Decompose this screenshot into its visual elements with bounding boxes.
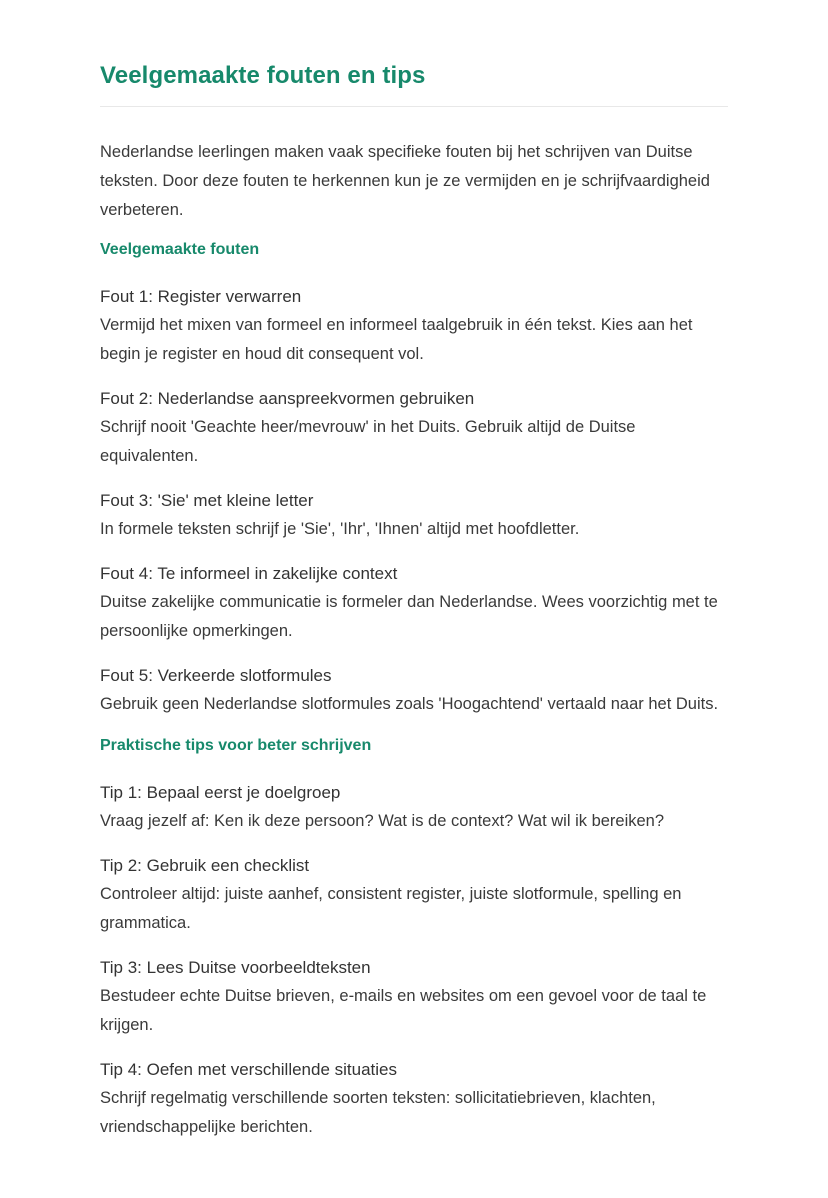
item-body: Gebruik geen Nederlandse slotformules zoals 'Hoogachtend' vertaald naar het Duits. (100, 695, 719, 713)
title-divider (100, 106, 728, 107)
list-item (100, 487, 728, 544)
section-veelgemaakte-fouten (100, 239, 728, 719)
item-title: Tip 1: Bepaal eerst je doelgroep (100, 783, 341, 802)
section-praktische-tips (100, 735, 728, 1142)
item-body: Schrijf regelmatig verschillende soorten teksten: sollicitatiebrieven, klachten, vriendschappelijke berichten. (100, 1089, 656, 1136)
item-title: Fout 5: Verkeerde slotformules (100, 666, 332, 685)
section-heading: Veelgemaakte fouten (100, 241, 260, 258)
item-title: Fout 4: Te informeel in zakelijke context (100, 564, 398, 583)
item-body: Duitse zakelijke communicatie is formeler dan Nederlandse. Wees voorzichtig met te persoonlijke opmerkingen. (100, 593, 718, 640)
item-body: Vraag jezelf af: Ken ik deze persoon? Wat is de context? Wat wil ik bereiken? (100, 812, 665, 830)
intro-text: Nederlandse leerlingen maken vaak specifieke fouten bij het schrijven van Duitse teksten. Door deze fouten te herkennen kun je ze vermijden en je schrijfvaardigheid verbeteren. (100, 143, 710, 219)
list-item (100, 662, 728, 719)
item-body: In formele teksten schrijf je 'Sie', 'Ihr', 'Ihnen' altijd met hoofdletter. (100, 520, 580, 538)
list-item (100, 852, 728, 938)
section-heading: Praktische tips voor beter schrijven (100, 737, 372, 754)
list-item (100, 560, 728, 646)
item-body: Schrijf nooit 'Geachte heer/mevrouw' in het Duits. Gebruik altijd de Duitse equivalenten. (100, 418, 636, 465)
list-item (100, 779, 728, 836)
page-title: Veelgemaakte fouten en tips (100, 62, 426, 89)
item-title: Fout 1: Register verwarren (100, 287, 302, 306)
list-item (100, 954, 728, 1040)
item-body: Vermijd het mixen van formeel en informeel taalgebruik in één tekst. Kies aan het begin je register en houd dit consequent vol. (100, 316, 693, 363)
item-title: Tip 3: Lees Duitse voorbeeldteksten (100, 958, 371, 977)
item-title: Tip 2: Gebruik een checklist (100, 856, 310, 875)
item-title: Tip 4: Oefen met verschillende situaties (100, 1060, 398, 1079)
item-body: Controleer altijd: juiste aanhef, consistent register, juiste slotformule, spelling en grammatica. (100, 885, 682, 932)
item-title: Fout 3: 'Sie' met kleine letter (100, 491, 314, 510)
item-title: Fout 2: Nederlandse aanspreekvormen gebruiken (100, 389, 475, 408)
list-item (100, 283, 728, 369)
list-item (100, 1056, 728, 1142)
list-item (100, 385, 728, 471)
item-body: Bestudeer echte Duitse brieven, e-mails en websites om een gevoel voor de taal te krijgen. (100, 987, 707, 1034)
